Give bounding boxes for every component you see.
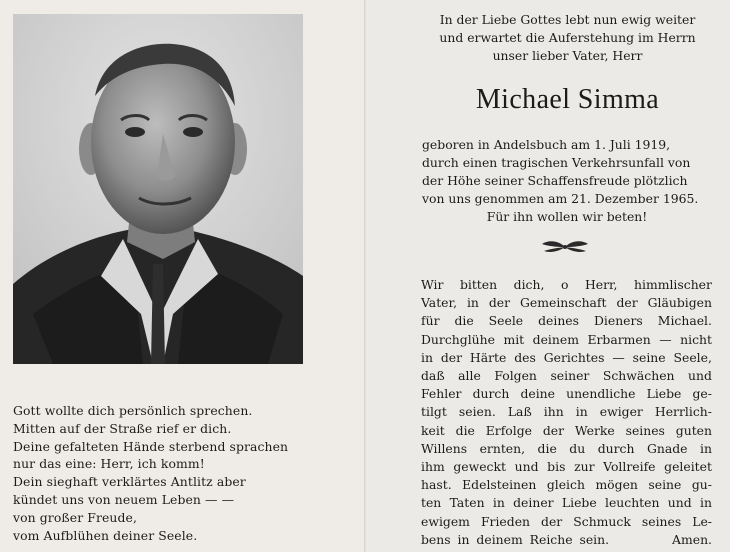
poem — [13, 402, 353, 544]
prayer-word: Werke — [574, 422, 615, 438]
poem-line: Deine gefalteten Hände sterbend sprachen — [13, 438, 289, 454]
prayer-amen: Amen. — [672, 531, 712, 547]
prayer-word: in — [466, 295, 479, 311]
prayer-word: Liebe — [561, 495, 597, 511]
prayer-word: hast. — [421, 477, 452, 493]
prayer-word: Schmuck — [573, 513, 631, 529]
prayer-word: daß — [421, 368, 445, 384]
prayer-word: des — [514, 349, 536, 365]
prayer-word: deine — [520, 386, 555, 402]
prayer-word: mit — [503, 331, 525, 347]
prayer-line — [421, 476, 712, 494]
prayer-word: die — [454, 313, 474, 329]
prayer-word: gleich — [546, 477, 585, 493]
prayer-line — [421, 294, 712, 312]
prayer-word: unendliche — [566, 386, 636, 402]
prayer-line — [421, 440, 712, 458]
prayer-word: Erbarmen — [587, 331, 651, 347]
prayer-line — [421, 458, 712, 476]
prayer-word: für — [421, 313, 440, 329]
prayer-word: in — [700, 440, 712, 456]
prayer-line — [421, 367, 712, 385]
prayer-word: Herrlich- — [654, 404, 712, 420]
prayer-word: deinem — [532, 331, 579, 347]
prayer-word: Erfolge — [485, 422, 532, 438]
prayer-word: die — [455, 422, 475, 438]
poem-line: Gott wollte dich persönlich sprechen. — [13, 403, 253, 418]
prayer-word: Vollreife — [603, 459, 656, 475]
prayer-word: Gnade — [646, 440, 688, 456]
prayer-line — [421, 349, 712, 367]
prayer-word: Folgen — [494, 368, 537, 384]
prayer-word: deiner — [513, 495, 554, 511]
prayer-word: Willens — [421, 440, 468, 456]
prayer-text — [421, 276, 712, 549]
prayer-word: himmlischer — [634, 277, 712, 292]
intro-line: und erwartet die Auferstehung im Herrn — [439, 30, 696, 45]
prayer-word: Härte — [469, 349, 507, 365]
portrait-illustration — [13, 14, 303, 364]
prayer-word: Herr, — [584, 277, 618, 292]
bio-line: Für ihn wollen wir beten! — [486, 209, 648, 224]
prayer-word: seines — [625, 422, 665, 438]
prayer-word: Vater, — [421, 295, 458, 311]
prayer-word: in — [575, 404, 588, 420]
prayer-word: die — [537, 440, 557, 456]
bio-line: von uns genommen am 21. Dezember 1965. — [422, 191, 699, 206]
prayer-word: Fehler — [421, 386, 462, 402]
poem-line: vom Aufblühen deiner Seele. — [13, 527, 198, 543]
prayer-word: Seele — [488, 313, 524, 329]
poem-line: Mitten auf der Straße rief er dich. — [13, 420, 232, 436]
prayer-word: seien. — [458, 404, 496, 420]
prayer-word: Frieden — [480, 513, 531, 529]
left-panel — [0, 0, 364, 552]
prayer-word: durch — [597, 440, 635, 456]
prayer-word: dich, — [513, 277, 545, 292]
prayer-word: gu- — [691, 477, 712, 493]
poem-line: kündet uns von neuem Leben — — — [13, 491, 235, 507]
bio-line: durch einen tragischen Verkehrsunfall von — [422, 155, 691, 170]
portrait-photo — [13, 14, 303, 364]
prayer-word: ihm — [421, 459, 445, 475]
prayer-word: Taten — [449, 495, 485, 511]
prayer-word: Edelsteinen — [462, 477, 537, 493]
prayer-word: in — [421, 349, 433, 365]
bio-line: der Höhe seiner Schaffensfreude plötzlich — [422, 173, 688, 188]
leaf-ornament-icon — [540, 238, 590, 256]
prayer-word: — — [612, 349, 625, 365]
prayer-word: Liebe — [646, 386, 682, 402]
prayer-word: mögen — [595, 477, 638, 493]
prayer-word: bis — [547, 459, 566, 475]
prayer-word: keit — [421, 422, 445, 438]
prayer-word: du — [569, 440, 586, 456]
prayer-word: ten — [421, 495, 442, 511]
intro-line: unser lieber Vater, Herr — [492, 48, 643, 63]
prayer-line — [421, 385, 712, 403]
prayer-word: der — [542, 422, 565, 438]
prayer-word: ernten, — [479, 440, 526, 456]
prayer-word: Schwächen — [602, 368, 675, 384]
prayer-word: — — [659, 331, 672, 347]
prayer-word: seines — [641, 513, 682, 529]
prayer-word: zur — [574, 459, 595, 475]
prayer-word: alle — [458, 368, 481, 384]
prayer-word: der — [488, 295, 511, 311]
prayer-word: und — [667, 495, 692, 511]
prayer-word: Le- — [692, 513, 712, 529]
prayer-word: durch — [472, 386, 510, 402]
prayer-word: seine — [632, 349, 666, 365]
prayer-word: der — [440, 349, 463, 365]
prayer-line — [421, 531, 712, 549]
prayer-line — [421, 276, 712, 294]
prayer-word: und — [514, 459, 539, 475]
prayer-word: Laß — [507, 404, 532, 420]
prayer-line — [421, 422, 712, 440]
prayer-word: seine — [648, 477, 682, 493]
prayer-word: in — [492, 495, 505, 511]
prayer-word: seiner — [550, 368, 590, 384]
prayer-word: ewiger — [599, 404, 643, 420]
prayer-word: der — [616, 295, 638, 311]
prayer-line — [421, 494, 712, 512]
prayer-word: Wir — [421, 277, 444, 292]
prayer-word: der — [541, 513, 563, 529]
prayer-word: o — [560, 277, 569, 292]
prayer-word: Dieners — [593, 313, 643, 329]
prayer-word: leuchten — [604, 495, 660, 511]
prayer-line — [421, 312, 712, 330]
prayer-word: in — [699, 495, 712, 511]
prayer-word: geleitet — [664, 459, 712, 475]
prayer-word: Gemeinschaft — [520, 295, 607, 311]
bio-line: geboren in Andelsbuch am 1. Juli 1919, — [422, 137, 671, 152]
poem-line: von großer Freude, — [13, 509, 138, 525]
deceased-name: Michael Simma — [475, 84, 660, 115]
prayer-word: ihn — [543, 404, 564, 420]
prayer-word: bitten — [459, 277, 498, 292]
intro-text — [405, 11, 730, 65]
prayer-word: tilgt — [421, 404, 447, 420]
prayer-word: ewigem — [421, 513, 470, 529]
prayer-word: Gläubigen — [647, 295, 712, 311]
prayer-word: ge- — [692, 386, 712, 402]
prayer-word: guten — [675, 422, 712, 438]
intro-line: In der Liebe Gottes lebt nun ewig weiter — [439, 12, 696, 27]
prayer-line — [421, 513, 712, 531]
prayer-line-text: bens in deinem Reiche sein. — [421, 531, 610, 547]
poem-line: Dein sieghaft verklärtes Antlitz aber — [13, 474, 246, 490]
prayer-word: und — [688, 368, 712, 384]
biography — [422, 136, 712, 226]
prayer-word: Seele, — [673, 349, 712, 365]
poem-line: nur das eine: Herr, ich komm! — [13, 456, 205, 472]
prayer-word: geweckt — [453, 459, 506, 475]
prayer-word: nicht — [680, 331, 712, 347]
prayer-word: Michael. — [657, 313, 712, 329]
prayer-word: Gerichtes — [543, 349, 605, 365]
prayer-line — [421, 403, 712, 421]
prayer-word: Durchglühe — [421, 331, 495, 347]
prayer-word: deines — [538, 313, 579, 329]
prayer-line — [421, 331, 712, 349]
